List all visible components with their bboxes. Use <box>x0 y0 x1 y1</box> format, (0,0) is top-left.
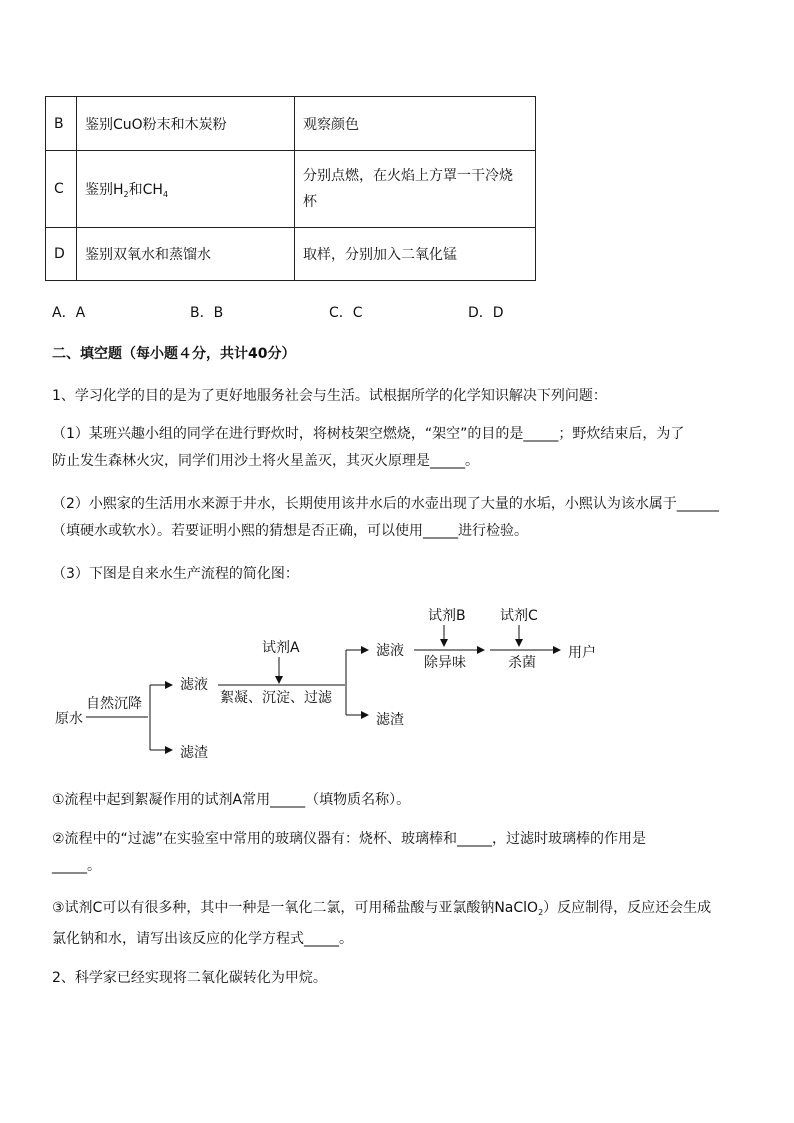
reagent-b-label: 试剂B <box>428 608 466 624</box>
process1-label: 絮凝、沉淀、过滤 <box>220 690 332 706</box>
sub-question-2: ②流程中的“过滤”在实验室中常用的玻璃仪器有：烧杯、玻璃棒和_____，过滤时玻璃棒的作用是 _____。 <box>52 831 647 874</box>
raw-water-label: 原水 <box>55 711 83 727</box>
sub-question-3: ③试剂C可以有很多种，其中一种是一氧化二氯，可用稀盐酸与亚氯酸钠NaClO$_2$）反应制得，反应还会生成 氯化钠和水，请写出该反应的化学方程式_____。 <box>52 900 712 947</box>
row-method: 分别点燃，在火焰上方罩一干冷烧 杯 <box>295 151 536 228</box>
question-2: 2、科学家已经实现将二氧化碳转化为甲烷。 <box>52 970 327 986</box>
row-method: 观察颜色 <box>295 97 536 151</box>
user-label: 用户 <box>568 645 596 661</box>
sterilize-label: 杀菌 <box>508 655 536 671</box>
row-letter: C <box>46 151 77 228</box>
row-method: 取样，分别加入二氧化锰 <box>295 228 536 281</box>
choice-c[interactable]: C．C <box>329 305 363 321</box>
table-row <box>46 151 536 228</box>
deodorize-label: 除异味 <box>424 655 466 671</box>
choice-a[interactable]: A．A <box>52 305 86 321</box>
choice-d[interactable]: D．D <box>468 305 504 321</box>
options-table <box>45 96 536 281</box>
filtrate1-label: 滤液 <box>180 677 208 693</box>
reagent-a-label: 试剂A <box>262 640 300 656</box>
residue2-label: 滤渣 <box>376 712 404 728</box>
choice-b[interactable]: B．B <box>190 305 224 321</box>
table-row <box>46 97 536 151</box>
row-letter: B <box>46 97 77 151</box>
reagent-c-label: 试剂C <box>500 608 538 624</box>
water-process-flowchart <box>0 600 794 775</box>
sub-question-1: ①流程中起到絮凝作用的试剂A常用_____（填物质名称）。 <box>52 792 411 808</box>
row-experiment: 鉴别$H_2$和$CH_4$ <box>77 151 295 228</box>
question-1-part-1: （1）某班兴趣小组的同学在进行野炊时，将树枝架空燃烧，“架空”的目的是_____；野炊结束后，为了 防止发生森林火灾，同学们用沙土将火星盖灭，其灭火原理是_____。 <box>52 426 685 469</box>
row-letter: D <box>46 228 77 281</box>
residue1-label: 滤渣 <box>180 745 208 761</box>
question-1: 1、学习化学的目的是为了更好地服务社会与生活。试根据所学的化学知识解决下列问题： <box>52 388 607 404</box>
section-heading: 二、填空题（每小题４分，共计40分） <box>52 346 296 362</box>
table-row <box>46 228 536 281</box>
question-1-part-3: （3）下图是自来水生产流程的简化图： <box>52 566 299 582</box>
question-1-part-2: （2）小熙家的生活用水来源于井水，长期使用该井水后的水壶出现了大量的水垢，小熙认为该水属于______ （填硬水或软水）。若要证明小熙的猜想是否正确，可以使用_____进行检验。 <box>52 496 719 539</box>
row-experiment: 鉴别CuO粉末和木炭粉 <box>77 97 295 151</box>
row-experiment: 鉴别双氧水和蒸馏水 <box>77 228 295 281</box>
filtrate2-label: 滤液 <box>376 643 404 659</box>
natural-settle-label: 自然沉降 <box>86 696 142 712</box>
